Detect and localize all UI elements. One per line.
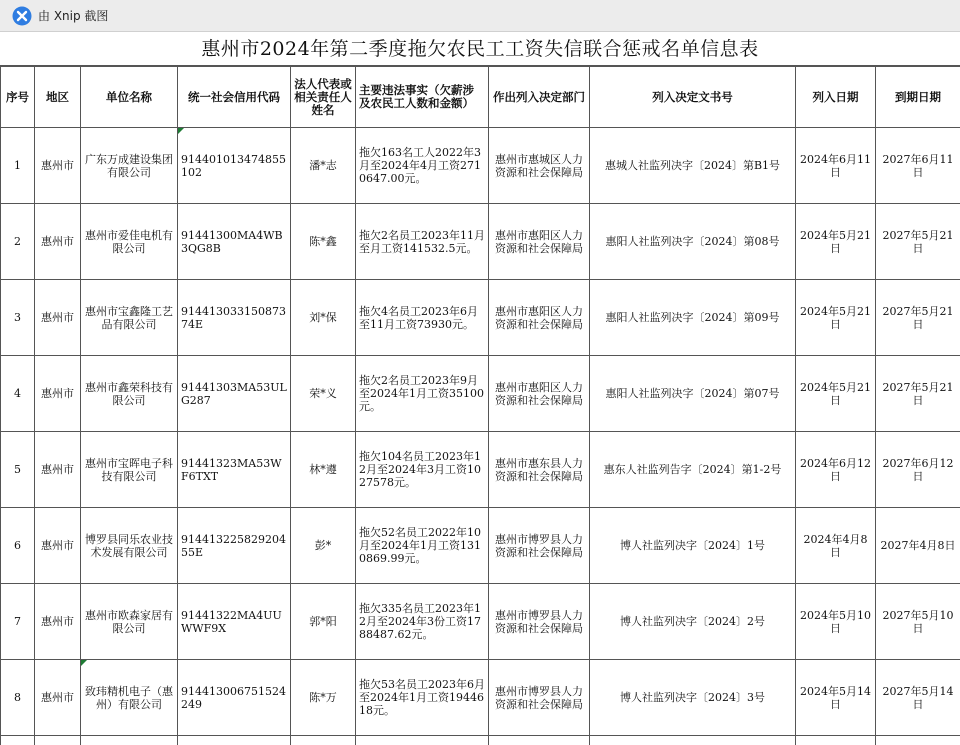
window-title: 由 Xnip 截图 [38,9,109,23]
cell-violation: 拖欠53名员工2023年6月至2024年1月工资1944618元。 [356,660,489,736]
xnip-icon [12,6,32,26]
cell-department: 惠州市惠阳区人力资源和社会保障局 [489,356,590,432]
cell-empty [1,736,35,745]
cell-department: 惠州市博罗县人力资源和社会保障局 [489,508,590,584]
cell-list-date: 2024年5月10日 [796,584,876,660]
cell-department: 惠州市惠东县人力资源和社会保障局 [489,432,590,508]
cell-empty [876,736,960,745]
cell-expiry-date: 2027年6月11日 [876,128,960,204]
cell-company: 惠州市欧森家居有限公司 [81,584,178,660]
cell-document-no: 博人社监列决字〔2024〕1号 [590,508,796,584]
cell-violation: 拖欠4名员工2023年6月至11月工资73930元。 [356,280,489,356]
cell-department: 惠州市惠阳区人力资源和社会保障局 [489,204,590,280]
cell-expiry-date: 2027年5月14日 [876,660,960,736]
table-row [1,508,960,584]
table-row [1,128,960,204]
cell-empty [291,736,356,745]
cell-document-no: 博人社监列决字〔2024〕3号 [590,660,796,736]
header-list-date: 列入日期 [796,67,876,128]
cell-empty [796,736,876,745]
cell-region: 惠州市 [35,128,81,204]
cell-expiry-date: 2027年5月21日 [876,204,960,280]
cell-credit-code: 91441322582920455E [178,508,291,584]
cell-document-no: 惠东人社监列告字〔2024〕第1-2号 [590,432,796,508]
cell-violation: 拖欠2名员工2023年9月至2024年1月工资35100元。 [356,356,489,432]
cell-violation: 拖欠104名员工2023年12月至2024年3月工资1027578元。 [356,432,489,508]
cell-company: 致玮精机电子（惠州）有限公司 [81,660,178,736]
cell-document-no: 惠阳人社监列决字〔2024〕第08号 [590,204,796,280]
cell-legal-rep: 潘*志 [291,128,356,204]
cell-company: 博罗县同乐农业技术发展有限公司 [81,508,178,584]
table-row-partial [1,736,960,745]
cell-list-date: 2024年5月14日 [796,660,876,736]
table-row [1,204,960,280]
table-row [1,356,960,432]
header-department: 作出列入决定部门 [489,67,590,128]
cell-seq: 4 [1,356,35,432]
cell-document-no: 惠阳人社监列决字〔2024〕第09号 [590,280,796,356]
header-seq: 序号 [1,67,35,128]
header-credit-code: 统一社会信用代码 [178,67,291,128]
cell-department: 惠州市惠阳区人力资源和社会保障局 [489,280,590,356]
cell-empty [81,736,178,745]
header-company: 单位名称 [81,67,178,128]
cell-legal-rep: 荣*义 [291,356,356,432]
cell-seq: 5 [1,432,35,508]
cell-list-date: 2024年6月12日 [796,432,876,508]
cell-region: 惠州市 [35,584,81,660]
cell-list-date: 2024年5月21日 [796,204,876,280]
header-legal-rep: 法人代表或相关责任人姓名 [291,67,356,128]
cell-credit-code: 91441323MA53WF6TXT [178,432,291,508]
cell-seq: 7 [1,584,35,660]
cell-expiry-date: 2027年6月12日 [876,432,960,508]
cell-region: 惠州市 [35,280,81,356]
cell-violation: 拖欠335名员工2023年12月至2024年3份工资1788487.62元。 [356,584,489,660]
cell-region: 惠州市 [35,204,81,280]
table-row [1,280,960,356]
cell-document-no: 博人社监列决字〔2024〕2号 [590,584,796,660]
cell-list-date: 2024年5月21日 [796,356,876,432]
window-titlebar [0,0,960,32]
cell-seq: 6 [1,508,35,584]
cell-list-date: 2024年6月11日 [796,128,876,204]
cell-violation: 拖欠52名员工2022年10月至2024年1月工资1310869.99元。 [356,508,489,584]
table-header-row [1,67,960,128]
document-title: 惠州市2024年第二季度拖欠农民工工资失信联合惩戒名单信息表 [0,32,960,66]
cell-credit-code: 91441303MA53ULG287 [178,356,291,432]
cell-expiry-date: 2027年5月10日 [876,584,960,660]
cell-company: 惠州市鑫荣科技有限公司 [81,356,178,432]
cell-credit-code: 91441322MA4UUWWF9X [178,584,291,660]
cell-empty [35,736,81,745]
cell-region: 惠州市 [35,356,81,432]
cell-empty [489,736,590,745]
cell-legal-rep: 郭*阳 [291,584,356,660]
cell-region: 惠州市 [35,508,81,584]
cell-department: 惠州市惠城区人力资源和社会保障局 [489,128,590,204]
header-region: 地区 [35,67,81,128]
cell-seq: 1 [1,128,35,204]
cell-region: 惠州市 [35,432,81,508]
cell-list-date: 2024年5月21日 [796,280,876,356]
header-document-no: 列入决定文书号 [590,67,796,128]
cell-document-no: 惠城人社监列决字〔2024〕第B1号 [590,128,796,204]
table-row [1,660,960,736]
cell-expiry-date: 2027年4月8日 [876,508,960,584]
cell-credit-code: 91441303315087374E [178,280,291,356]
cell-company: 广东万成建设集团有限公司 [81,128,178,204]
cell-department: 惠州市博罗县人力资源和社会保障局 [489,660,590,736]
cell-violation: 拖欠163名工人2022年3月至2024年4月工资2710647.00元。 [356,128,489,204]
table-row [1,584,960,660]
spreadsheet [0,32,960,745]
cell-seq: 8 [1,660,35,736]
cell-credit-code: 91441300MA4WB3QG8B [178,204,291,280]
header-expiry-date: 到期日期 [876,67,960,128]
table-row [1,432,960,508]
cell-empty [356,736,489,745]
cell-department: 惠州市博罗县人力资源和社会保障局 [489,584,590,660]
cell-legal-rep: 陈*万 [291,660,356,736]
cell-company: 惠州市爱佳电机有限公司 [81,204,178,280]
cell-document-no: 惠阳人社监列决字〔2024〕第07号 [590,356,796,432]
cell-legal-rep: 刘*保 [291,280,356,356]
cell-company: 惠州市宝鑫隆工艺品有限公司 [81,280,178,356]
cell-legal-rep: 林*遵 [291,432,356,508]
cell-company: 惠州市宝晖电子科技有限公司 [81,432,178,508]
blacklist-table [0,66,960,745]
header-violation: 主要违法事实（欠薪涉及农民工人数和金额） [356,67,489,128]
cell-credit-code: 914401013474855102 [178,128,291,204]
cell-violation: 拖欠2名员工2023年11月至月工资141532.5元。 [356,204,489,280]
cell-region: 惠州市 [35,660,81,736]
cell-seq: 3 [1,280,35,356]
cell-list-date: 2024年4月8日 [796,508,876,584]
cell-seq: 2 [1,204,35,280]
cell-empty [178,736,291,745]
cell-empty [590,736,796,745]
cell-expiry-date: 2027年5月21日 [876,280,960,356]
cell-credit-code: 914413006751524249 [178,660,291,736]
cell-expiry-date: 2027年5月21日 [876,356,960,432]
cell-legal-rep: 陈*鑫 [291,204,356,280]
cell-legal-rep: 彭* [291,508,356,584]
